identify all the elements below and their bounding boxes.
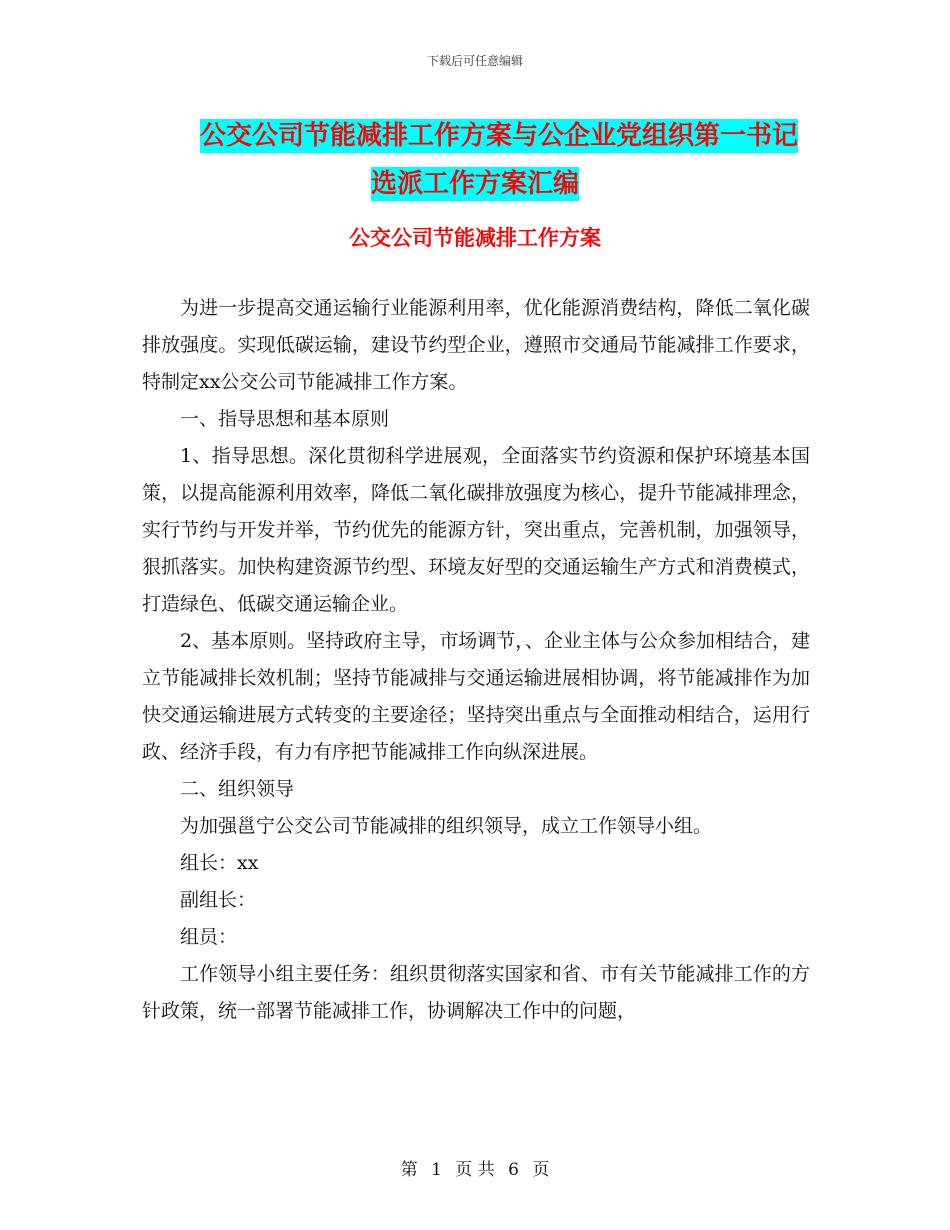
paragraph-group-tasks: 工作领导小组主要任务：组织贯彻落实国家和省、市有关节能减排工作的方针政策，统一部署节能减排工作，协调解决工作中的问题，: [142, 963, 810, 1022]
document-title-line-2: 选派工作方案汇编: [370, 169, 579, 199]
heading-organization: 二、组织领导: [180, 778, 295, 800]
paragraph-members: 组员：: [180, 926, 238, 948]
page-label-mid: 页 共: [455, 1160, 495, 1180]
document-body: [142, 290, 810, 1030]
paragraph-guiding-thought: 1、指导思想。深化贯彻科学进展观，全面落实节约资源和保护环境基本国策，以提高能源利用效率，降低二氧化碳排放强度为核心，提升节能减排理念，实行节约与开发并举，节约优先的能源方针，突出重点，完善机制，加强领导，狠抓落实。加快构建资源节约型、环境友好型的交通运输生产方式和消费模式，打造绿色、低碳交通运输企业。: [142, 445, 810, 615]
paragraph-basic-principles: 2、基本原则。坚持政府主导，市场调节，、企业主体与公众参加相结合，建立节能减排长效机制；坚持节能减排与交通运输进展相协调，将节能减排作为加快交通运输进展方式转变的主要途径；坚持突出重点与全面推动相结合，运用行政、经济手段，有力有序把节能减排工作向纵深进展。: [142, 630, 810, 763]
paragraph-deputy-leader: 副组长：: [180, 889, 257, 911]
paragraph-intro: 为进一步提高交通运输行业能源利用率，优化能源消费结构，降低二氧化碳排放强度。实现低碳运输，建设节约型企业，遵照市交通局节能减排工作要求，特制定xx公交公司节能减排工作方案。: [142, 297, 810, 393]
total-pages-number: 6: [508, 1160, 519, 1180]
page-label-prefix: 第: [400, 1160, 418, 1180]
page-footer: [0, 1155, 950, 1180]
heading-guiding-principles: 一、指导思想和基本原则: [180, 408, 390, 430]
paragraph-leadership-group: 为加强邕宁公交公司节能减排的组织领导，成立工作领导小组。: [180, 815, 713, 837]
page-label-suffix: 页: [532, 1160, 550, 1180]
header-note: 下载后可任意编辑: [426, 54, 523, 68]
section-title: 公交公司节能减排工作方案: [349, 226, 601, 250]
current-page-number: 1: [431, 1160, 442, 1180]
document-title-line-1: 公交公司节能减排工作方案与公企业党组织第一书记: [199, 121, 798, 151]
paragraph-group-leader: 组长：xx: [180, 852, 259, 874]
document-title: [0, 112, 950, 208]
